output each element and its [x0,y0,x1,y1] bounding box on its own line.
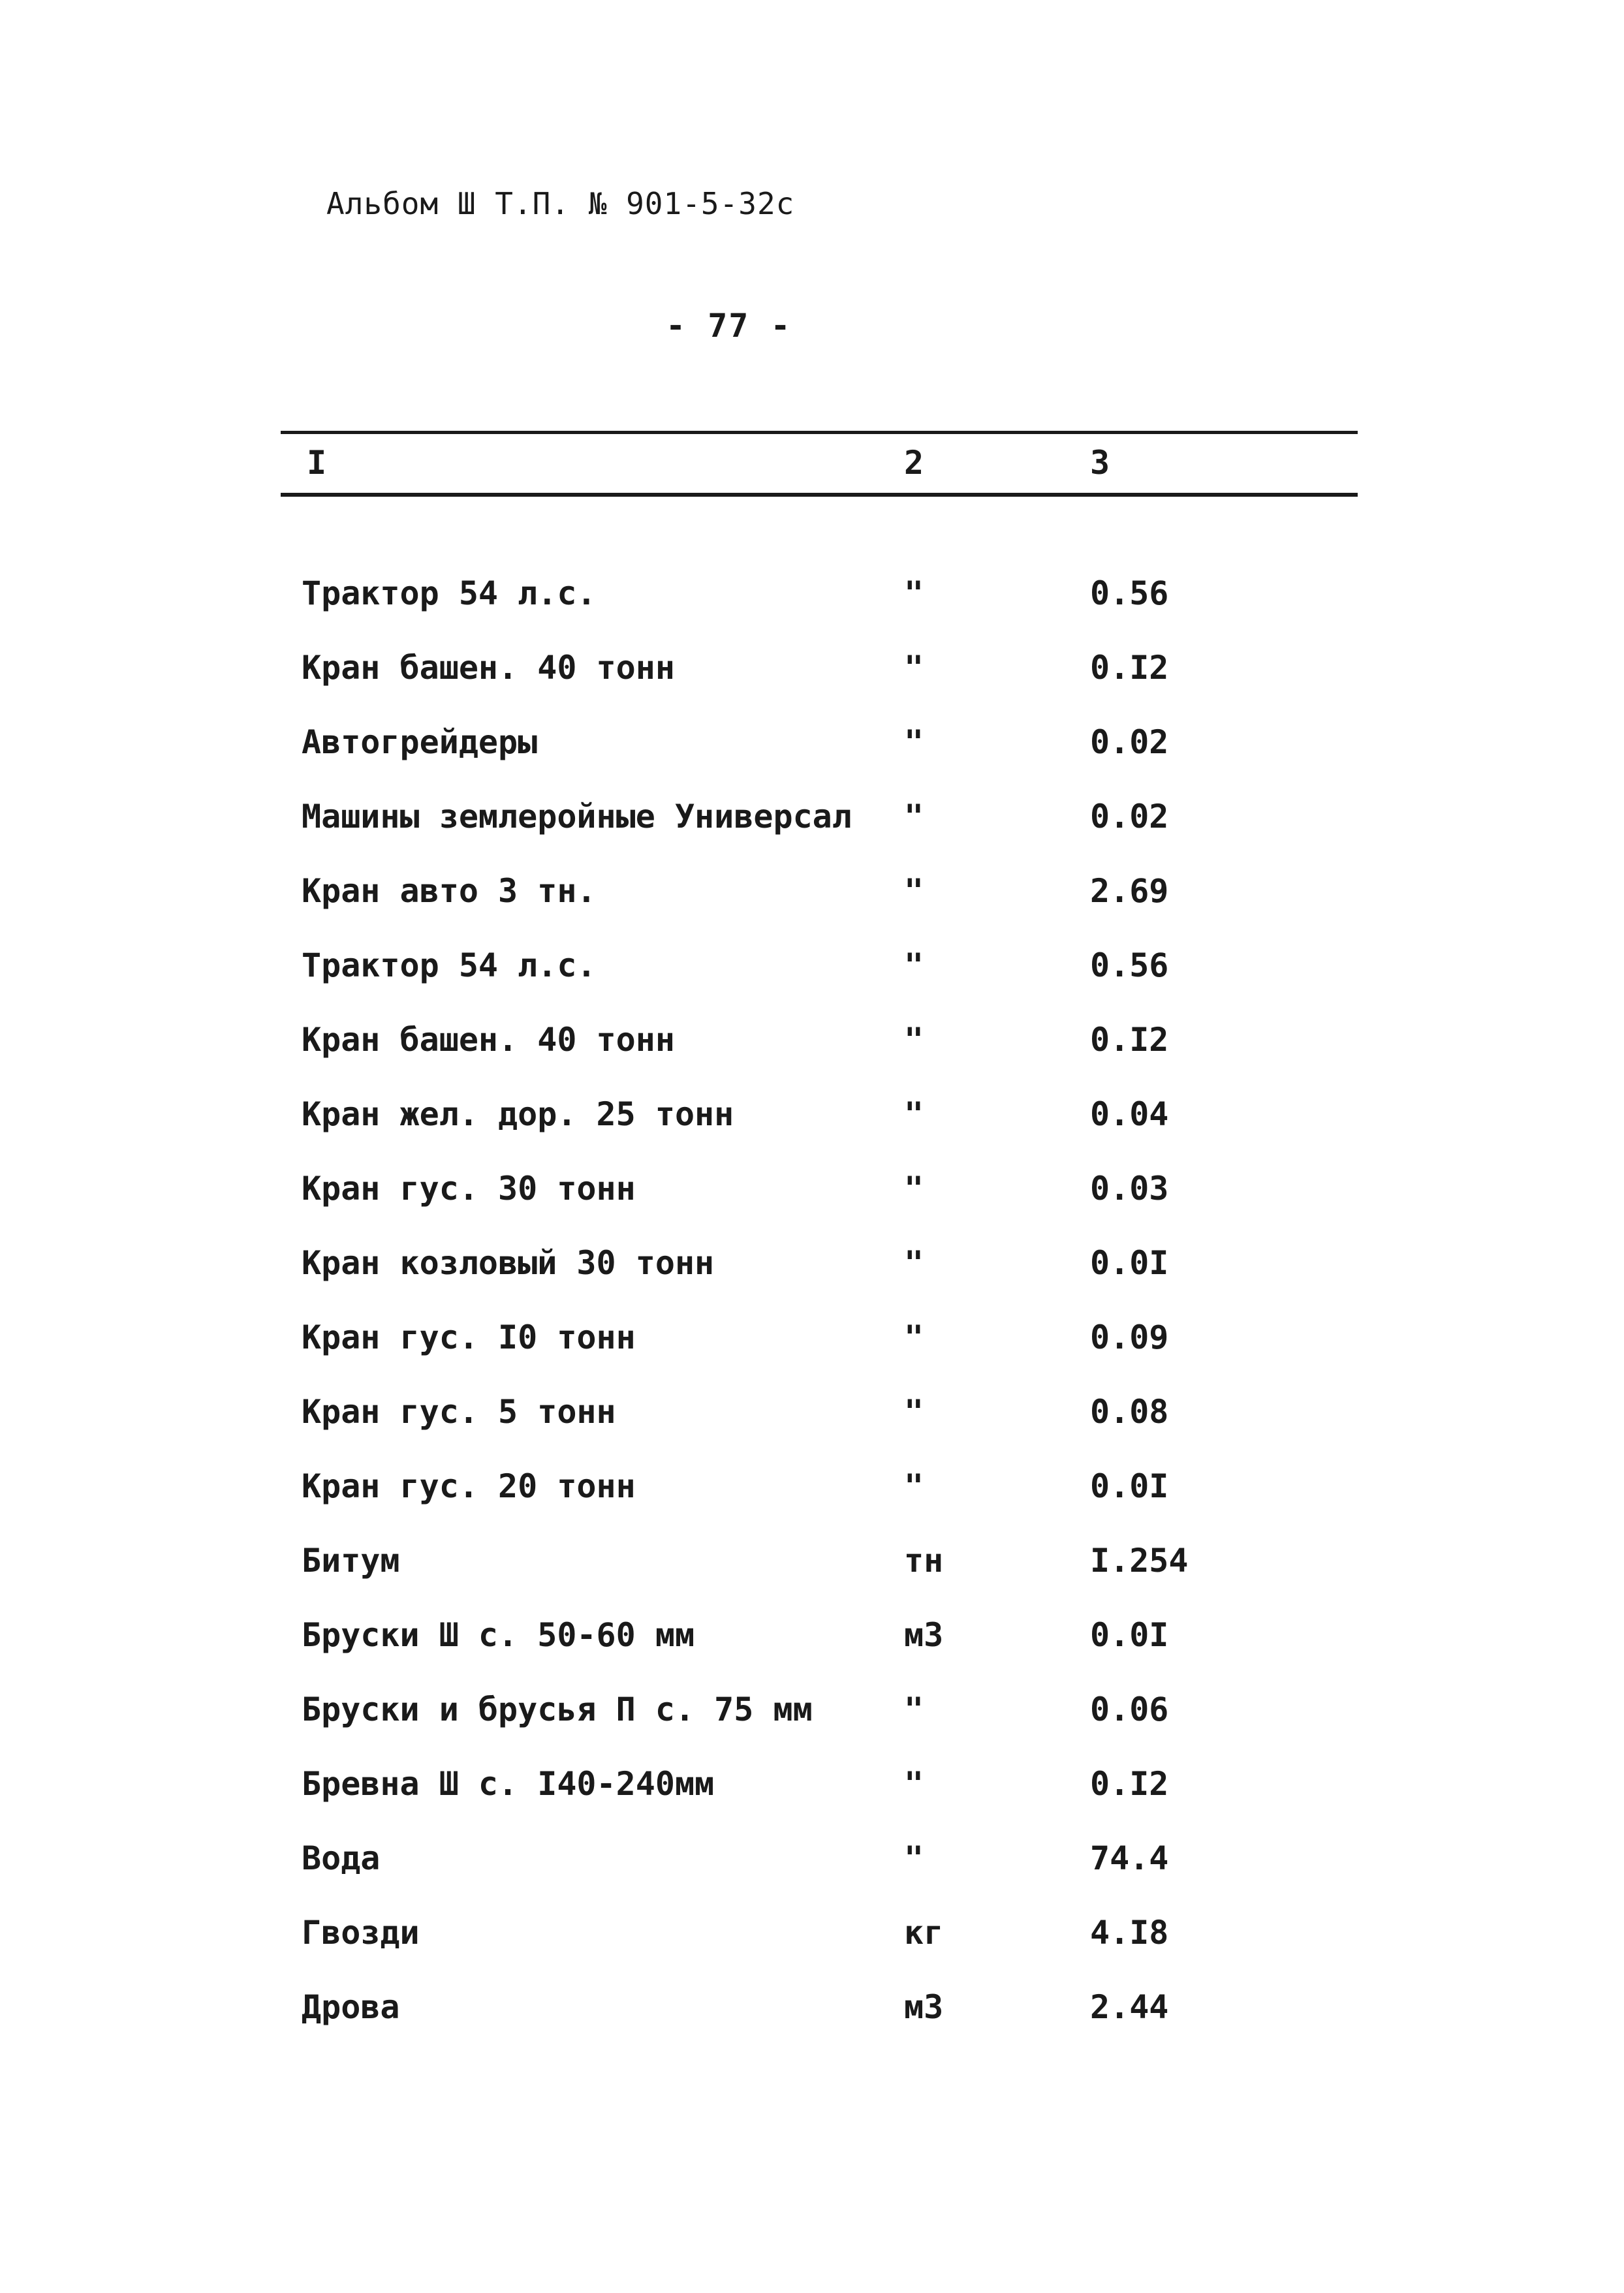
table-row [0,946,1624,1021]
item-unit: " [904,1393,924,1431]
item-name: Бруски и брусья П с. 75 мм [302,1691,813,1728]
table-row [0,1616,1624,1691]
item-unit: " [904,1318,924,1356]
item-quantity: 2.44 [1090,1988,1169,2026]
item-name: Машины землеройные Универсал [302,798,852,835]
item-quantity: 0.09 [1090,1318,1169,1356]
item-quantity: 0.04 [1090,1095,1169,1133]
item-name: Трактор 54 л.с. [302,946,597,984]
item-unit: " [904,946,924,984]
table-row [0,1691,1624,1765]
item-quantity: 2.69 [1090,872,1169,910]
item-quantity: 0.03 [1090,1170,1169,1208]
item-name: Кран гус. I0 тонн [302,1318,636,1356]
item-quantity: I.254 [1090,1542,1189,1580]
item-quantity: 0.56 [1090,574,1169,612]
table-row [0,1021,1624,1095]
item-unit: " [904,1095,924,1133]
table-row [0,798,1624,872]
item-unit: " [904,1170,924,1208]
item-quantity: 0.I2 [1090,1021,1169,1059]
table-row [0,1095,1624,1170]
item-name: Кран авто 3 тн. [302,872,597,910]
table-row [0,872,1624,946]
table-row [0,1839,1624,1914]
item-quantity: 0.56 [1090,946,1169,984]
item-quantity: 0.I2 [1090,649,1169,687]
table-row [0,723,1624,798]
page-number: - 77 - [666,307,792,345]
item-unit: кг [904,1914,944,1952]
item-unit: " [904,872,924,910]
table-row [0,1988,1624,2063]
item-unit: " [904,1839,924,1877]
item-quantity: 0.0I [1090,1244,1169,1282]
item-name: Бревна Ш с. I40-240мм [302,1765,715,1803]
item-name: Дрова [302,1988,400,2026]
table-row [0,574,1624,649]
item-unit: тн [904,1542,944,1580]
table-row [0,1467,1624,1542]
table-row [0,1170,1624,1244]
item-name: Бруски Ш с. 50-60 мм [302,1616,695,1654]
item-name: Кран гус. 30 тонн [302,1170,636,1208]
item-name: Кран башен. 40 тонн [302,1021,675,1059]
item-unit: " [904,574,924,612]
table-top-rule [281,431,1358,434]
item-name: Кран гус. 5 тонн [302,1393,616,1431]
item-name: Кран жел. дор. 25 тонн [302,1095,734,1133]
item-unit: м3 [904,1988,944,2026]
item-unit: " [904,1765,924,1803]
table-row [0,1765,1624,1839]
column-header-1: I [307,444,327,482]
item-quantity: 0.06 [1090,1691,1169,1728]
item-name: Кран гус. 20 тонн [302,1467,636,1505]
item-quantity: 4.I8 [1090,1914,1169,1952]
item-unit: " [904,1467,924,1505]
column-header-2: 2 [904,444,924,482]
item-name: Трактор 54 л.с. [302,574,597,612]
item-unit: " [904,798,924,835]
table-header-rule [281,493,1358,497]
table-row [0,1318,1624,1393]
item-quantity: 0.0I [1090,1467,1169,1505]
table-row [0,1393,1624,1467]
item-unit: " [904,1691,924,1728]
item-name: Вода [302,1839,381,1877]
item-quantity: 0.02 [1090,723,1169,761]
column-header-3: 3 [1090,444,1110,482]
table-row [0,1914,1624,1988]
item-quantity: 0.I2 [1090,1765,1169,1803]
item-quantity: 0.08 [1090,1393,1169,1431]
table-row [0,649,1624,723]
item-unit: " [904,649,924,687]
item-unit: м3 [904,1616,944,1654]
item-unit: " [904,1021,924,1059]
table-body [0,574,1624,2063]
item-quantity: 0.02 [1090,798,1169,835]
table-row [0,1542,1624,1616]
item-name: Автогрейдеры [302,723,538,761]
item-quantity: 0.0I [1090,1616,1169,1654]
item-unit: " [904,1244,924,1282]
item-name: Кран башен. 40 тонн [302,649,675,687]
album-reference: Альбом Ш Т.П. № 901-5-32с [326,186,795,221]
item-quantity: 74.4 [1090,1839,1169,1877]
item-unit: " [904,723,924,761]
item-name: Гвозди [302,1914,420,1952]
item-name: Кран козловый 30 тонн [302,1244,715,1282]
table-row [0,1244,1624,1318]
item-name: Битум [302,1542,400,1580]
